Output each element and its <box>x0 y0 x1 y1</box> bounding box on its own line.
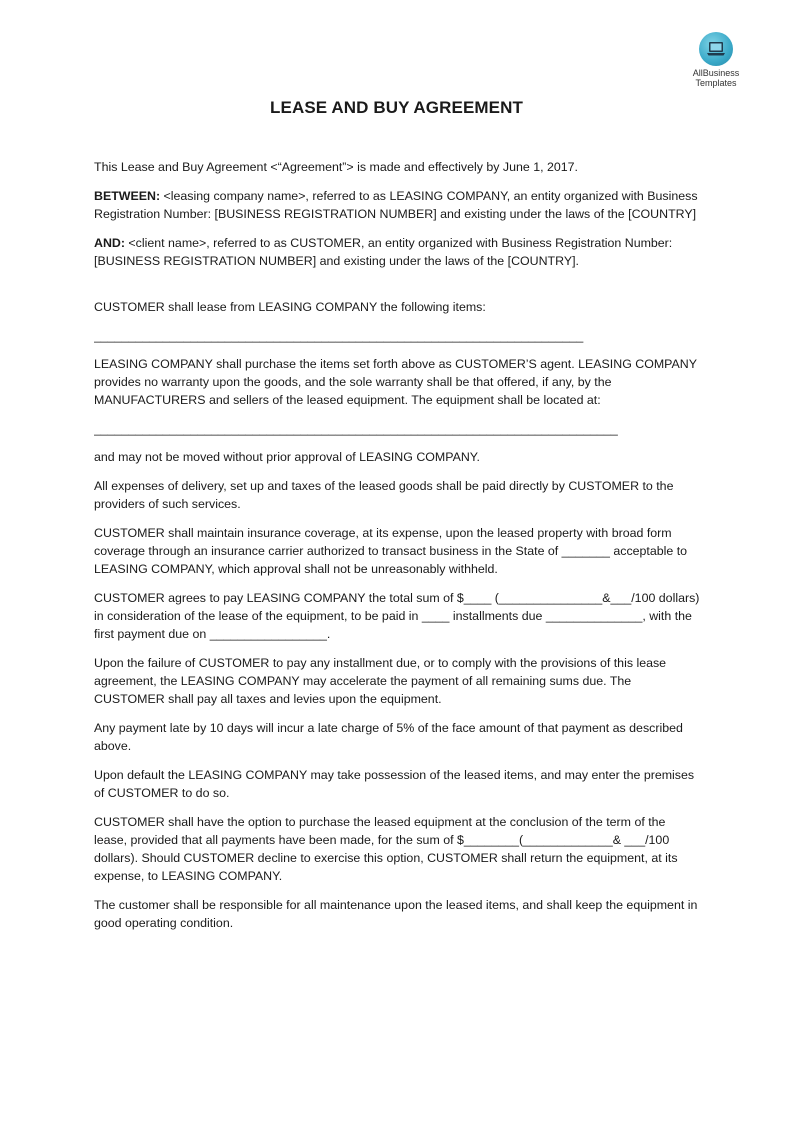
and-text: <client name>, referred to as CUSTOMER, an entity organized with Business Registration Number: [BUSINESS REGISTRATION NUMBER] and existing under the laws of the [COUNTRY]. <box>94 236 673 268</box>
agent-paragraph: LEASING COMPANY shall purchase the items set forth above as CUSTOMER’S agent. LEASING COMPANY provides no warranty upon the goods, and the sole warranty shall be that offered, if any, by the MANUFACTURERS and sellers of the leased equipment. The equipment shall be located at: <box>94 357 697 407</box>
intro-paragraph: This Lease and Buy Agreement <“Agreement”> is made and effectively by June 1, 2017. <box>94 160 578 174</box>
expenses-paragraph: All expenses of delivery, set up and taxes of the leased goods shall be paid directly by CUSTOMER to the providers of such services. <box>94 479 674 511</box>
logo-text-line1: AllBusiness <box>692 68 740 78</box>
maintenance-paragraph: The customer shall be responsible for all maintenance upon the leased items, and shall keep the equipment in good operating condition. <box>94 898 698 930</box>
between-text: <leasing company name>, referred to as LEASING COMPANY, an entity organized with Business Registration Number: [BUSINESS REGISTRATION NUMBER] and existing under the laws of the [COUNTRY] <box>94 189 698 221</box>
agreement-body <box>94 158 700 943</box>
insurance-paragraph: CUSTOMER shall maintain insurance coverage, at its expense, upon the leased property with broad form coverage through an insurance carrier authorized to transact business in the State of _______ acceptable to LEASING COMPANY, which approval shall not be unreasonably withheld. <box>94 526 688 576</box>
and-paragraph <box>94 234 700 270</box>
late-charge-paragraph: Any payment late by 10 days will incur a late charge of 5% of the face amount of that payment as described above. <box>94 721 683 753</box>
failure-paragraph: Upon the failure of CUSTOMER to pay any installment due, or to comply with the provisions of this lease agreement, the LEASING COMPANY may accelerate the payment of all remaining sums due. The CUSTOMER shall pay all taxes and levies upon the equipment. <box>94 656 667 706</box>
between-label: BETWEEN: <box>94 189 161 203</box>
purchase-option-paragraph: CUSTOMER shall have the option to purchase the leased equipment at the conclusion of the term of the lease, provided that all payments have been made, for the sum of $________(_____________& ___/100 dollars). Should CUSTOMER decline to exercise this option, CUSTOMER shall return the equipment, at its expense, to LEASING COMPANY. <box>94 815 678 883</box>
lease-items-paragraph: CUSTOMER shall lease from LEASING COMPANY the following items: <box>94 300 486 314</box>
location-blank-line: ____________________________________________________________________________ <box>94 422 618 436</box>
payment-paragraph: CUSTOMER agrees to pay LEASING COMPANY the total sum of $____ (_______________&___/100 dollars) in consideration of the lease of the equipment, to be paid in ____ installments due ______________, with the first payment due on _________________. <box>94 591 700 641</box>
logo-text-line2: Templates <box>695 78 737 88</box>
items-blank-line: _______________________________________________________________________ <box>94 329 584 343</box>
no-move-paragraph: and may not be moved without prior approval of LEASING COMPANY. <box>94 450 480 464</box>
and-label: AND: <box>94 236 125 250</box>
allbusiness-logo <box>684 32 748 88</box>
default-paragraph: Upon default the LEASING COMPANY may take possession of the leased items, and may enter the premises of CUSTOMER to do so. <box>94 768 695 800</box>
between-paragraph <box>94 187 700 223</box>
laptop-icon <box>699 32 733 66</box>
document-title: LEASE AND BUY AGREEMENT <box>270 98 523 117</box>
